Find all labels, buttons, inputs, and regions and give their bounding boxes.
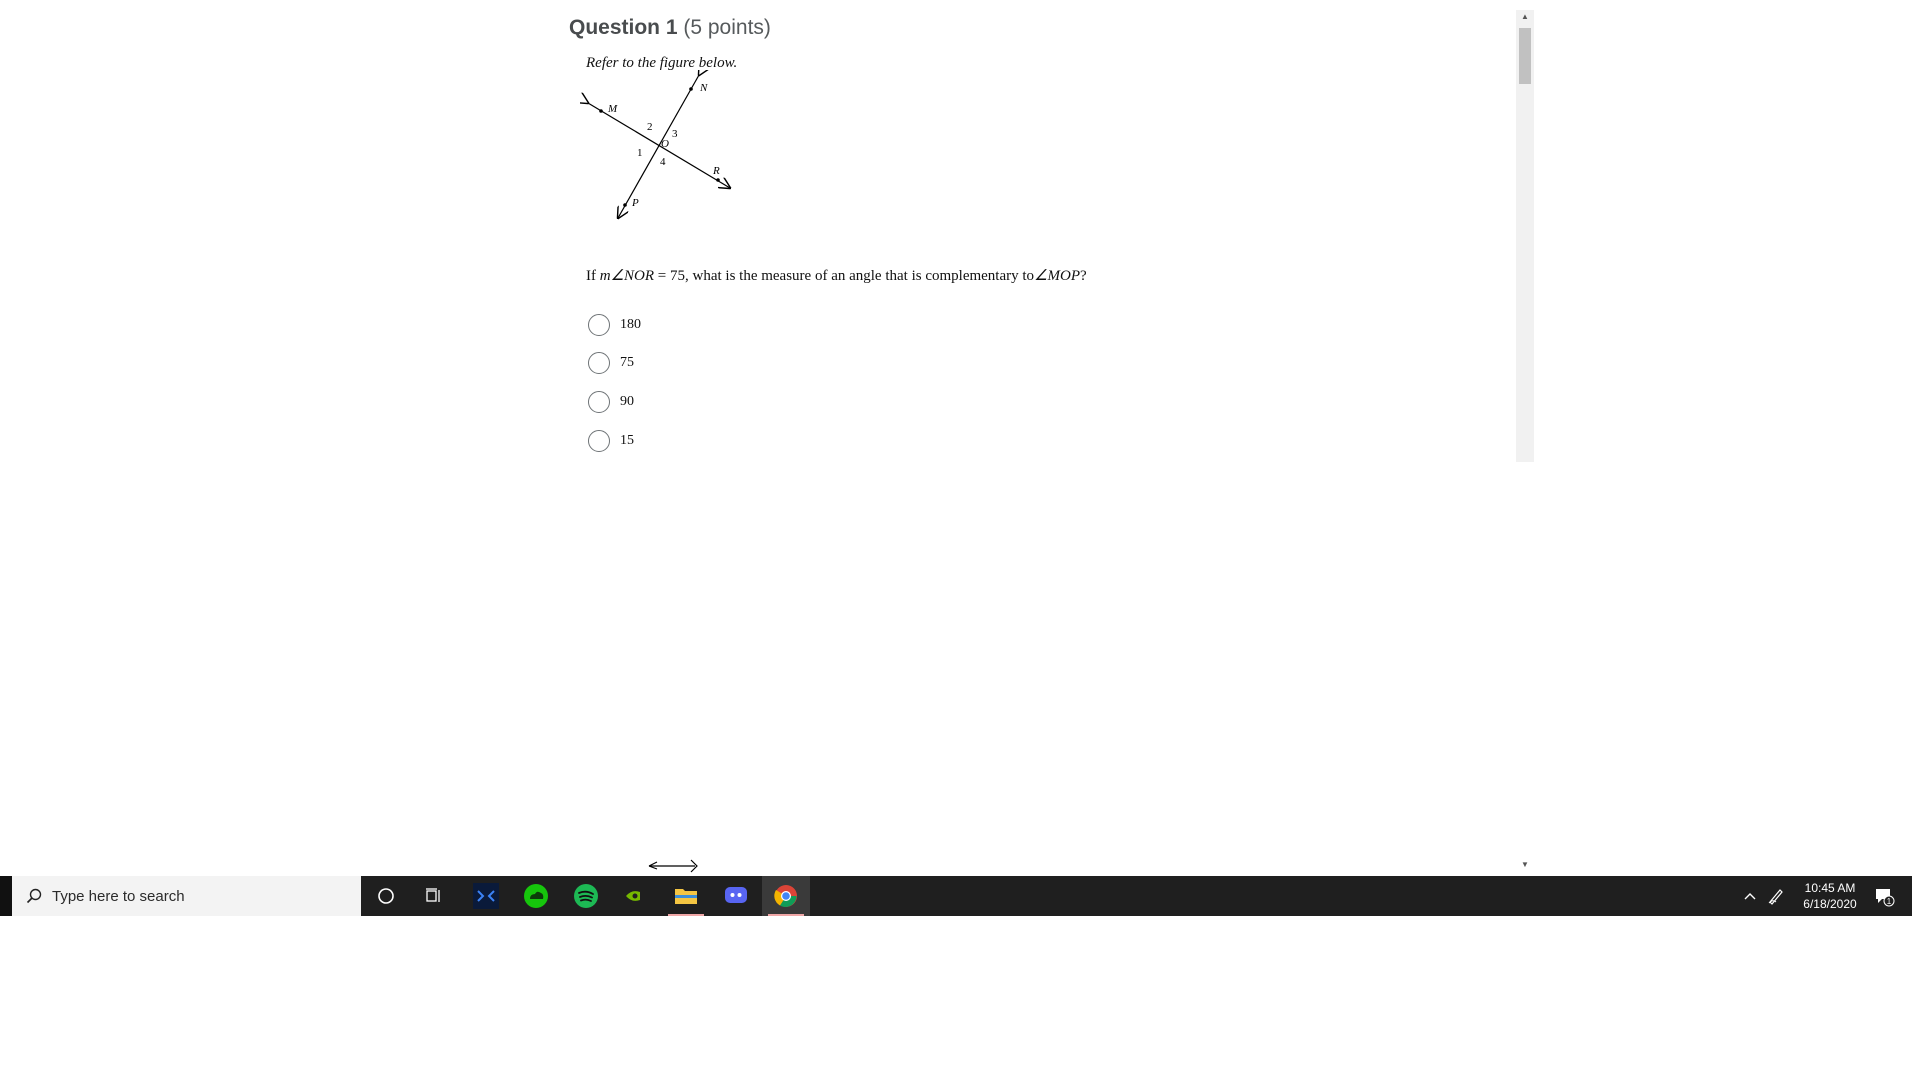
game-app-icon[interactable]: [462, 876, 510, 916]
choice-180[interactable]: [588, 311, 708, 339]
point-n: [689, 87, 693, 91]
scroll-down-icon[interactable]: ▼: [1521, 860, 1529, 869]
task-view-icon[interactable]: [410, 876, 458, 916]
notifications-icon[interactable]: [1870, 876, 1898, 916]
question-header: [569, 16, 771, 40]
prompt-angle-nor: m∠NOR: [599, 268, 655, 284]
pen-icon[interactable]: [1764, 876, 1788, 916]
prompt-angle-mop: ∠MOP: [1034, 268, 1080, 284]
point-m: [599, 109, 603, 113]
radio-button[interactable]: [588, 314, 610, 336]
choice-15[interactable]: [588, 427, 708, 455]
point-r: [716, 178, 720, 182]
running-indicator: [668, 914, 704, 916]
angle-label-4: 4: [660, 156, 666, 168]
choice-label: 90: [620, 394, 634, 409]
clock-date: 6/18/2020: [1803, 897, 1857, 911]
choice-75[interactable]: [588, 349, 708, 377]
angle-label-3: 3: [672, 128, 678, 140]
chrome-icon[interactable]: [762, 876, 810, 916]
choice-90[interactable]: [588, 388, 708, 416]
label-m: M: [608, 103, 618, 115]
label-o: O: [661, 138, 669, 150]
prompt-suffix: ?: [1080, 268, 1087, 284]
figure-caption: Refer to the figure below.: [586, 55, 738, 71]
label-p: P: [632, 197, 639, 209]
scroll-thumb[interactable]: [1519, 28, 1531, 84]
cloud-app-icon[interactable]: [512, 876, 560, 916]
choice-label: 75: [620, 355, 634, 370]
taskbar-clock[interactable]: [1790, 880, 1870, 912]
clock-time: 10:45 AM: [1804, 881, 1856, 895]
taskbar-search[interactable]: [12, 876, 361, 916]
choice-label: 180: [620, 317, 641, 332]
question-panel: [0, 0, 1530, 462]
cortana-icon[interactable]: [362, 876, 410, 916]
chevron-up-icon[interactable]: [1740, 876, 1760, 916]
prompt-mid: = 75, what is the measure of an angle that is complementary to: [654, 268, 1035, 284]
search-placeholder: Type here to search: [52, 887, 185, 905]
file-explorer-icon[interactable]: [662, 876, 710, 916]
discord-icon[interactable]: [712, 876, 760, 916]
prompt-prefix: If: [586, 268, 600, 284]
running-indicator: [768, 914, 804, 916]
spotify-icon[interactable]: [562, 876, 610, 916]
radio-button[interactable]: [588, 352, 610, 374]
label-r: R: [713, 165, 720, 177]
notification-count: 1: [1886, 897, 1892, 906]
line-np: [618, 75, 699, 218]
windows-taskbar: [0, 876, 1912, 916]
search-icon: [26, 888, 42, 904]
angle-label-2: 2: [647, 121, 653, 133]
geometry-figure: [580, 70, 740, 225]
radio-button[interactable]: [588, 391, 610, 413]
question-title: Question 1: [569, 16, 678, 39]
scroll-up-icon[interactable]: ▲: [1521, 12, 1529, 21]
point-p: [623, 203, 627, 207]
scrollbar[interactable]: [1516, 10, 1534, 462]
nvidia-icon[interactable]: [612, 876, 660, 916]
angle-label-1: 1: [637, 147, 643, 159]
label-n: N: [700, 82, 708, 94]
choice-label: 15: [620, 433, 634, 448]
question-prompt: [586, 266, 1087, 285]
question-points: (5 points): [683, 16, 771, 39]
start-button[interactable]: [0, 876, 12, 916]
radio-button[interactable]: [588, 430, 610, 452]
partial-arrow-figure: [645, 856, 705, 876]
